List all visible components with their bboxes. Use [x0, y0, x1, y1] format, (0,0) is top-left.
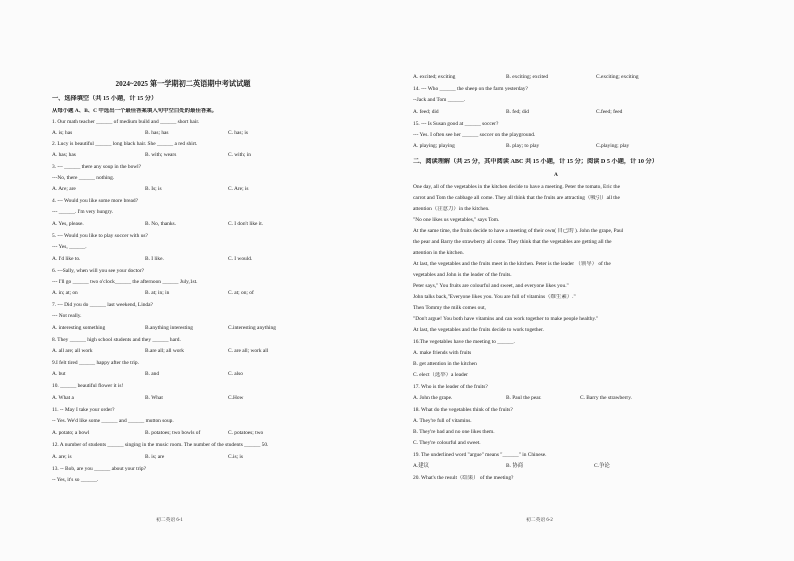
passage-line: At last, the vegetables and the fruits decide to work together.: [413, 327, 544, 333]
option-b: B. Paul the pear.: [506, 395, 542, 401]
option-a: A. in; at; on: [52, 290, 78, 296]
option-b: B. What: [145, 395, 163, 401]
passage-line: carrot and Tom the cabbage all come. They all think that the fruits are attracting（吸引）all the: [413, 195, 620, 201]
passage-line: Peter says," You fruits are colourful and sweet, and everyone likes you.": [413, 283, 569, 289]
option-a: A. John the grape.: [413, 395, 453, 401]
option-b: B. play; to play: [506, 143, 540, 149]
option-b: B. exciting; excited: [506, 74, 549, 80]
exam-title: 2024~2025 第一学期初二英语期中考试试题: [115, 80, 251, 88]
option-a: A. excited; exciting: [413, 74, 456, 80]
option-c: C. elect（选举）a leader: [413, 372, 468, 378]
passage-line: "No one likes us vegetables," says Tom.: [413, 217, 500, 223]
option-b: B. Is; is: [145, 186, 162, 192]
option-c: C. Are; is: [228, 186, 249, 192]
question-stem: 19. The underlined word "argue" means "______" in Chinese.: [413, 452, 547, 458]
question-stem-line2: --- Not really.: [52, 313, 82, 319]
question-stem: 14. --- Who ______ the sheep on the farm yesterday?: [413, 86, 528, 92]
question-stem: 10. ______ beautiful flower it is!: [52, 383, 124, 389]
option-b: B. fed; did: [506, 109, 529, 115]
question-stem: 9.I felt tired ______ happy after the trip.: [52, 360, 139, 366]
option-b: B. potatoes; two bowls of: [145, 430, 201, 436]
option-a: A. They're full of vitamins.: [413, 418, 472, 424]
passage-line: "Don't argue! You both have vitamins and can work together to make people healthy.": [413, 316, 599, 322]
option-a: A. but: [52, 371, 66, 377]
question-stem: 7. --- Did you do ______ last weekend, Linda?: [52, 302, 153, 308]
question-stem: 6. ---Sally, when will you see your doctor?: [52, 268, 145, 274]
option-c: C.争论: [594, 463, 610, 469]
option-c: C.exciting; exciting: [596, 74, 639, 80]
option-b: B. They're bad and no one likes them.: [413, 429, 495, 435]
option-c: C. has; is: [228, 130, 248, 136]
question-stem-line2: --- ______. I'm very hungry.: [52, 209, 114, 215]
question-stem: 5. --- Would you like to play soccer with us?: [52, 233, 148, 239]
option-a: A. interesting something: [52, 325, 106, 331]
option-c: C. I would.: [228, 256, 253, 262]
question-stem: 11. -- May I take your order?: [52, 407, 115, 413]
option-c: C. also: [228, 371, 243, 377]
option-b: B. has; has: [145, 130, 169, 136]
option-b: B. is; are: [145, 454, 165, 460]
passage-label: A: [554, 172, 558, 178]
question-stem-line2: -- Yes. We'd like some ______ and ______ mutton soup.: [52, 418, 174, 424]
page-footer: 初二英语 6-2: [526, 518, 553, 523]
option-c: C.interesting anything: [228, 325, 276, 331]
option-c: C.playing; play: [596, 143, 630, 149]
question-stem: 2. Lucy is beautiful ______ long black hair. She ______ a red shirt.: [52, 141, 198, 147]
option-c: C. They're colourful and sweet.: [413, 440, 481, 446]
passage-line: At last, the vegetables and the fruits meet in the kitchen. Peter is the leader （领导） of the: [413, 261, 611, 267]
question-stem: 16.The vegetables have the meeting to ______.: [413, 339, 515, 345]
question-stem: 18. What do the vegetables think of the fruits?: [413, 407, 513, 413]
passage-line: At the same time, the fruits decide to have a meeting of their own( 自己的 ). John the grape, Paul: [413, 228, 624, 234]
option-a: A. Are; are: [52, 186, 76, 192]
option-a: A.建议: [413, 463, 430, 469]
question-stem: 1. Our math teacher ______ of medium build and ______ short hair.: [52, 119, 200, 125]
option-c: C. Barry the strawberry.: [580, 395, 632, 401]
question-stem: 4. --- Would you like some more bread?: [52, 198, 138, 204]
instructions: 从每小题 A、B、C 中选出一个最佳答案填入句中空白处的最佳答案。: [52, 108, 218, 114]
option-b: B.are all; all work: [145, 348, 184, 354]
option-b: B. 协商: [506, 463, 524, 469]
section-heading: 二、阅读理解（共 25 分，其中阅读 ABC 共 15 小题，计 15 分；阅读 D 5 小题，计 10 分）: [413, 158, 658, 165]
question-stem: 17. Who is the leader of the fruits?: [413, 384, 488, 390]
question-stem: 20. What's the result（结果） of the meeting?: [413, 475, 514, 481]
passage-line: Then Tommy the milk comes out,: [413, 305, 486, 311]
option-c: C.is; is: [228, 454, 243, 460]
question-stem-line2: --- Yes, ______.: [52, 244, 87, 250]
option-a: A. Yes, please.: [52, 221, 84, 227]
option-c: C. at; on; of: [228, 290, 254, 296]
passage-line: attention（注意力）in the kitchen.: [413, 206, 490, 212]
option-b: B. at; in; in: [145, 290, 170, 296]
passage-line: John talks back,"Everyone likes you. You are full of vitamins（维生素）.": [413, 294, 576, 300]
option-c: C. are all; work all: [228, 348, 269, 354]
option-a: A. feed; did: [413, 109, 439, 115]
question-stem: 15. --- Is Susan good at ______ soccer?: [413, 121, 499, 127]
option-c: C.How: [228, 395, 244, 401]
option-a: A. playing; playing: [413, 143, 455, 149]
option-a: A. I'd like to.: [52, 256, 81, 262]
question-stem-line2: ---No, there ______ nothing.: [52, 175, 115, 181]
option-c: C.feed; feed: [596, 109, 623, 115]
passage-line: the pear and Barry the strawberry all come. They think that the vegetables are getting all the: [413, 239, 612, 245]
option-c: C. potatoes; two: [228, 430, 264, 436]
option-b: B. with; wears: [145, 152, 177, 158]
question-stem: 12. A number of students ______ singing in the music room. The number of the students ______ 50.: [52, 442, 269, 448]
option-b: B. and: [145, 371, 160, 377]
question-stem-line2: --- I'll go ______ two o'clock______ the afternoon ______ July,1st.: [52, 279, 198, 285]
option-a: A. has; has: [52, 152, 76, 158]
passage-line: attention in the kitchen.: [413, 250, 464, 256]
option-c: C. I don't like it.: [228, 221, 264, 227]
option-a: A. all are; all work: [52, 348, 93, 354]
option-b: B.anything interesting: [145, 325, 193, 331]
question-stem-line2: -- Yes, it's so ______.: [52, 477, 99, 483]
question-stem-line2: --- Yes. I often see her ______ soccer on the playground.: [413, 132, 536, 138]
question-stem: 13. -- Bob, are you ______ about your trip?: [52, 466, 147, 472]
option-b: B. I like.: [145, 256, 164, 262]
passage-line: One day, all of the vegetables in the kitchen decide to have a meeting. Peter the tomato, Eric the: [413, 184, 620, 190]
option-a: A. are; is: [52, 454, 72, 460]
passage-line: vegetables and John is the leader of the fruits.: [413, 272, 512, 278]
question-stem: 3. --- ______ there any soup in the bowl?: [52, 164, 142, 170]
option-b: B. get attention in the kitchen: [413, 361, 477, 367]
option-a: A. What a: [52, 395, 74, 401]
section-heading: 一、选择填空（共 15 小题，计 15 分）: [52, 95, 158, 102]
question-stem: 8. They ______ high school students and they ______ hard.: [52, 337, 181, 343]
option-c: C. with; in: [228, 152, 251, 158]
option-b: B. No, thanks.: [145, 221, 176, 227]
page-footer: 初二英语 6-1: [156, 518, 183, 523]
option-a: A. make friends with fruits: [413, 350, 472, 356]
option-a: A. potato; a bowl: [52, 430, 90, 436]
option-a: A. is; has: [52, 130, 73, 136]
question-stem-line2: --Jack and Tom ______.: [413, 97, 466, 103]
